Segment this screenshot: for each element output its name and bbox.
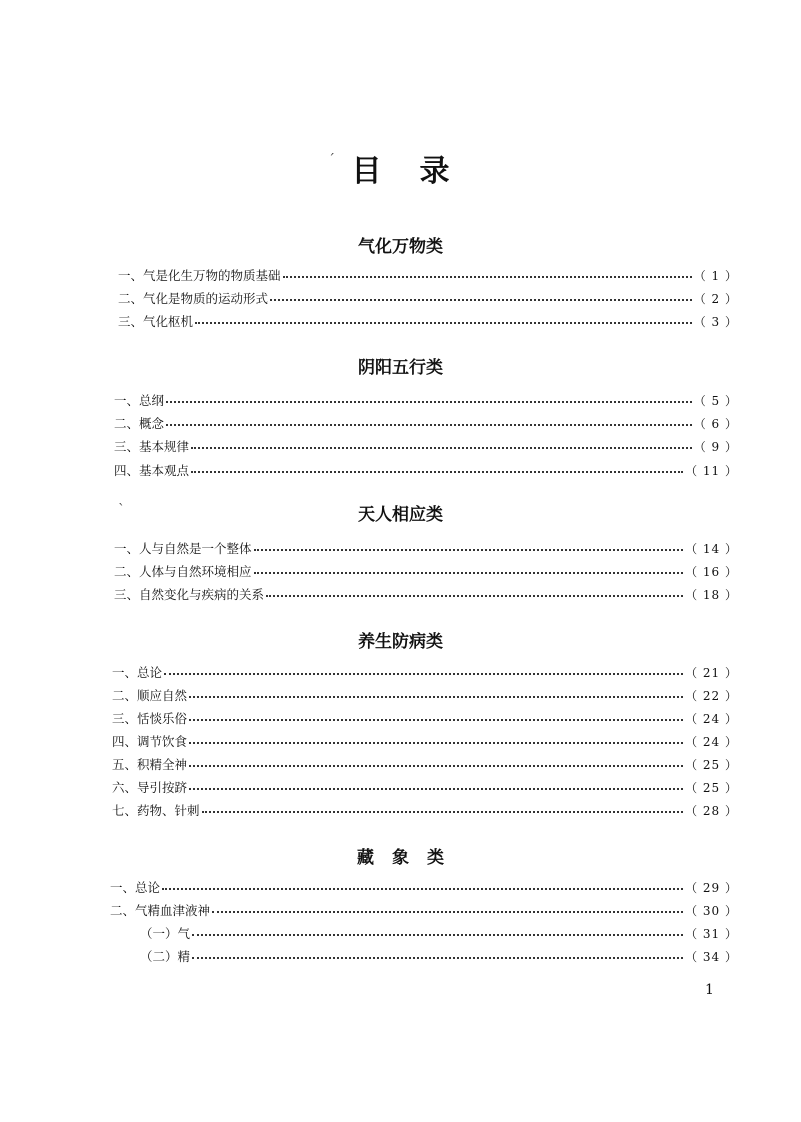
toc-entry[interactable] xyxy=(114,563,738,581)
entry-page: （ 22 ） xyxy=(685,689,738,703)
leader-dots xyxy=(212,901,683,913)
entry-page: （ 28 ） xyxy=(685,804,738,818)
entry-page: （ 34 ） xyxy=(685,950,738,964)
leader-dots xyxy=(189,686,683,698)
toc-entry[interactable] xyxy=(114,392,738,410)
entry-label: 精 xyxy=(177,949,191,964)
toc-entry[interactable] xyxy=(112,733,738,751)
toc-entry[interactable] xyxy=(118,313,738,331)
entry-number: 二、 xyxy=(114,416,140,431)
leader-dots xyxy=(162,878,683,890)
entry-label: 基本规律 xyxy=(139,439,190,454)
stray-mark: ˊ xyxy=(328,152,335,168)
toc-entry[interactable] xyxy=(112,756,738,774)
page-title: 目录 xyxy=(351,154,488,189)
leader-dots xyxy=(266,585,683,597)
entry-label: 总论 xyxy=(137,665,163,680)
entry-label: 气精血津液神 xyxy=(135,903,211,918)
entry-number: 一、 xyxy=(110,880,136,895)
entry-number: 一、 xyxy=(118,268,144,283)
entry-label: 调节饮食 xyxy=(137,734,188,749)
leader-dots xyxy=(189,755,683,767)
entry-label: 人体与自然环境相应 xyxy=(139,564,252,579)
entry-label: 积精全神 xyxy=(137,757,188,772)
toc-entry[interactable] xyxy=(112,802,738,820)
entry-number: 四、 xyxy=(112,734,138,749)
toc-entry[interactable] xyxy=(114,415,738,433)
entry-label: 总论 xyxy=(135,880,161,895)
page-number: 1 xyxy=(705,982,714,998)
entry-page: （ 25 ） xyxy=(685,781,738,795)
entry-label: 气化枢机 xyxy=(143,314,194,329)
entry-label: 自然变化与疾病的关系 xyxy=(139,587,265,602)
entry-label: 药物、针刺 xyxy=(137,803,200,818)
entry-label: 气 xyxy=(177,926,191,941)
toc-entry[interactable] xyxy=(114,586,738,604)
entry-page: （ 9 ） xyxy=(693,440,738,454)
entry-number: 六、 xyxy=(112,780,138,795)
leader-dots xyxy=(270,289,692,301)
toc-entry[interactable] xyxy=(112,710,738,728)
entry-page: （ 24 ） xyxy=(685,735,738,749)
entry-number: 三、 xyxy=(114,439,140,454)
entry-page: （ 21 ） xyxy=(685,666,738,680)
entry-label: 气化是物质的运动形式 xyxy=(143,291,269,306)
entry-number: 一、 xyxy=(112,665,138,680)
entry-page: （ 2 ） xyxy=(693,292,738,306)
entry-number: 三、 xyxy=(112,711,138,726)
toc-entry[interactable] xyxy=(114,462,738,480)
entry-number: 二、 xyxy=(118,291,144,306)
leader-dots xyxy=(192,924,683,936)
entry-number: 三、 xyxy=(114,587,140,602)
toc-entry[interactable] xyxy=(140,948,738,966)
toc-entry[interactable] xyxy=(118,290,738,308)
entry-number: 五、 xyxy=(112,757,138,772)
entry-number: （二） xyxy=(140,949,178,964)
entry-page: （ 31 ） xyxy=(685,927,738,941)
entry-label: 基本观点 xyxy=(139,463,190,478)
toc-entry[interactable] xyxy=(110,902,738,920)
leader-dots xyxy=(191,437,692,449)
leader-dots xyxy=(202,801,684,813)
entry-page: （ 18 ） xyxy=(685,588,738,602)
entry-label: 总纲 xyxy=(139,393,165,408)
toc-entry[interactable] xyxy=(114,540,738,558)
toc-entry[interactable] xyxy=(112,779,738,797)
entry-label: 导引按跻 xyxy=(137,780,188,795)
leader-dots xyxy=(189,732,683,744)
entry-number: 三、 xyxy=(118,314,144,329)
entry-number: （一） xyxy=(140,926,178,941)
leader-dots xyxy=(191,461,683,473)
toc-entry[interactable] xyxy=(112,687,738,705)
section-heading: 藏象类 xyxy=(357,848,462,868)
section-heading: 阴阳五行类 xyxy=(358,358,443,378)
entry-number: 四、 xyxy=(114,463,140,478)
toc-entry[interactable] xyxy=(118,267,738,285)
entry-page: （ 24 ） xyxy=(685,712,738,726)
stray-mark: ˋ xyxy=(118,502,125,518)
entry-number: 二、 xyxy=(112,688,138,703)
section-heading: 天人相应类 xyxy=(358,505,443,525)
leader-dots xyxy=(195,312,692,324)
entry-page: （ 14 ） xyxy=(685,542,738,556)
entry-number: 二、 xyxy=(110,903,136,918)
section-heading: 养生防病类 xyxy=(358,632,443,652)
section-heading: 气化万物类 xyxy=(358,237,443,257)
entry-page: （ 1 ） xyxy=(693,269,738,283)
entry-page: （ 3 ） xyxy=(693,315,738,329)
leader-dots xyxy=(192,947,683,959)
entry-number: 一、 xyxy=(114,541,140,556)
entry-page: （ 29 ） xyxy=(685,881,738,895)
leader-dots xyxy=(254,539,684,551)
entry-page: （ 6 ） xyxy=(693,417,738,431)
entry-number: 一、 xyxy=(114,393,140,408)
toc-entry[interactable] xyxy=(110,879,738,897)
leader-dots xyxy=(166,414,692,426)
leader-dots xyxy=(164,663,683,675)
entry-page: （ 5 ） xyxy=(693,394,738,408)
entry-number: 七、 xyxy=(112,803,138,818)
leader-dots xyxy=(189,709,683,721)
entry-page: （ 25 ） xyxy=(685,758,738,772)
entry-label: 气是化生万物的物质基础 xyxy=(143,268,281,283)
entry-label: 顺应自然 xyxy=(137,688,188,703)
entry-number: 二、 xyxy=(114,564,140,579)
toc-entry[interactable] xyxy=(114,438,738,456)
entry-page: （ 16 ） xyxy=(685,565,738,579)
leader-dots xyxy=(189,778,683,790)
entry-page: （ 11 ） xyxy=(685,464,738,478)
entry-label: 人与自然是一个整体 xyxy=(139,541,252,556)
entry-label: 概念 xyxy=(139,416,165,431)
entry-page: （ 30 ） xyxy=(685,904,738,918)
entry-label: 恬惔乐俗 xyxy=(137,711,188,726)
toc-entry[interactable] xyxy=(140,925,738,943)
leader-dots xyxy=(166,391,692,403)
toc-entry[interactable] xyxy=(112,664,738,682)
leader-dots xyxy=(254,562,684,574)
leader-dots xyxy=(283,266,692,278)
